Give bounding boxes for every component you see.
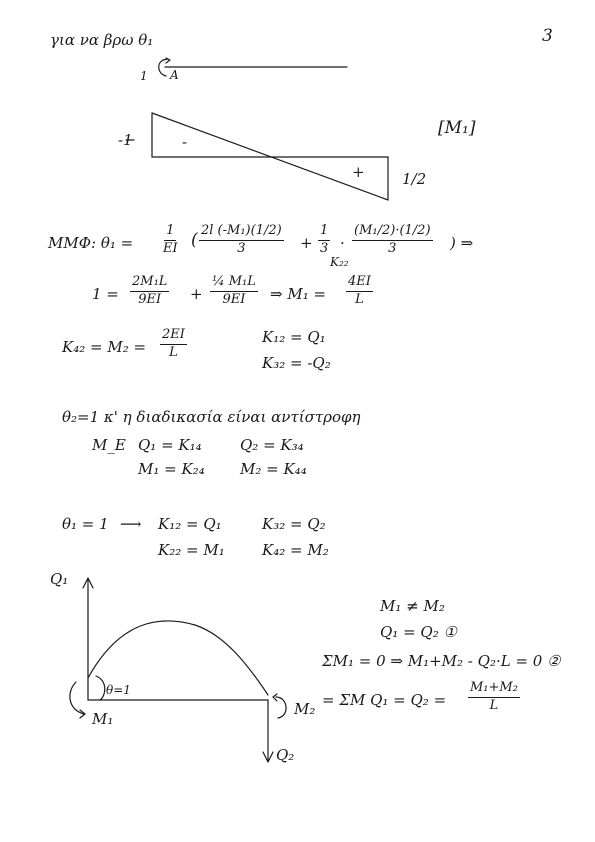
deflection-diagram [70,578,286,762]
page-heading: για να βρω θ₁ [50,31,154,49]
beam-sketch [159,58,347,76]
moment-label: 1 [140,69,148,83]
line2-arrow: ⇒ M₁ = [270,285,327,303]
numerator: 2l (-M₁)(1/2) [199,224,284,241]
theta2-m2: M₂ = K₄₄ [240,460,307,478]
close-implies: ) ⇒ [450,234,474,252]
page-number: 3 [542,26,553,46]
theta1-k12: K₁₂ = Q₁ [158,515,222,533]
denominator: L [489,697,499,713]
m1-label: M₁ [92,710,114,728]
line2-frac-1 [130,275,169,308]
diagram-left-value: -1 [118,131,133,149]
numerator: M₁+M₂ [468,681,520,698]
negative-sign: - [182,133,188,151]
denominator: 3 [237,240,246,256]
eq-moment-sum: ΣM₁ = 0 ⇒ M₁+M₂ - Q₂·L = 0 ② [322,652,561,670]
denominator: 9EI [222,291,246,307]
line2-frac-2 [210,275,258,308]
theta-label: θ=1 [106,683,131,697]
line2-plus: + [190,285,203,303]
eq-q1-eq-q2: Q₁ = Q₂ ① [380,623,457,641]
theta1-lhs: θ₁ = 1 [62,515,109,533]
moment-m1-icon [70,682,84,714]
m2-label: M₂ [294,700,316,718]
theta2-m1: M₁ = K₂₄ [138,460,205,478]
line3-frac [160,328,187,361]
denominator: L [169,344,178,360]
denominator: 3 [320,240,329,256]
arrowhead-icon [166,58,170,63]
positive-sign: + [352,163,365,181]
rotation-icon [96,676,105,700]
numerator: 1 [318,224,330,241]
numerator: 4EI [346,275,373,292]
denominator: EI [163,240,178,256]
mmf-term-1 [163,224,178,257]
diagram-right-value: 1/2 [402,170,427,188]
theta2-statement: θ₂=1 κ' η διαδικασία είναι αντίστροφη [62,408,361,426]
numerator: 2M₁L [130,275,169,292]
theta1-k42: K₄₂ = M₂ [262,541,329,559]
theta2-me: M_E [92,436,126,454]
k32-relation: K₃₂ = -Q₂ [262,354,331,372]
arrow-icon: ⟶ [120,515,142,533]
eq-m1-neq-m2: M₁ ≠ M₂ [380,597,445,615]
moment-diagram [126,113,388,200]
numerator: 1 [164,224,176,241]
theta2-q2: Q₂ = K₃₄ [240,436,304,454]
diagram-name: [M₁] [438,118,476,138]
theta1-k32: K₃₂ = Q₂ [262,515,326,533]
theta1-k22: K₂₂ = M₁ [158,541,225,559]
mmf-term-4 [352,224,433,257]
line3-lhs: K₄₂ = M₂ = [62,338,147,356]
denominator: 9EI [138,291,162,307]
k22-label: K₂₂ [330,255,349,269]
theta2-q1: Q₁ = K₁₄ [138,436,202,454]
dot: · [340,234,345,252]
numerator: (M₁/2)·(1/2) [352,224,433,241]
node-label: A [170,68,179,82]
numerator: ¼ M₁L [210,275,258,292]
q1-label: Q₁ [50,570,69,588]
open-paren: ( [191,230,198,250]
denominator: L [355,291,364,307]
line2-lhs: 1 = [92,285,119,303]
numerator: 2EI [160,328,187,345]
eq-result-frac [468,681,520,714]
mmf-lead: ΜΜΦ: θ₁ = [48,234,134,252]
line2-frac-3 [346,275,373,308]
plus-sign: + [300,234,313,252]
eq-result-lhs: = ΣM Q₁ = Q₂ = [322,691,447,709]
mmf-term-3 [318,224,330,257]
mmf-term-2 [199,224,284,257]
moment-m2-icon [276,697,286,718]
denominator: 3 [388,240,397,256]
k12-relation: K₁₂ = Q₁ [262,328,326,346]
q2-label: Q₂ [276,746,295,764]
